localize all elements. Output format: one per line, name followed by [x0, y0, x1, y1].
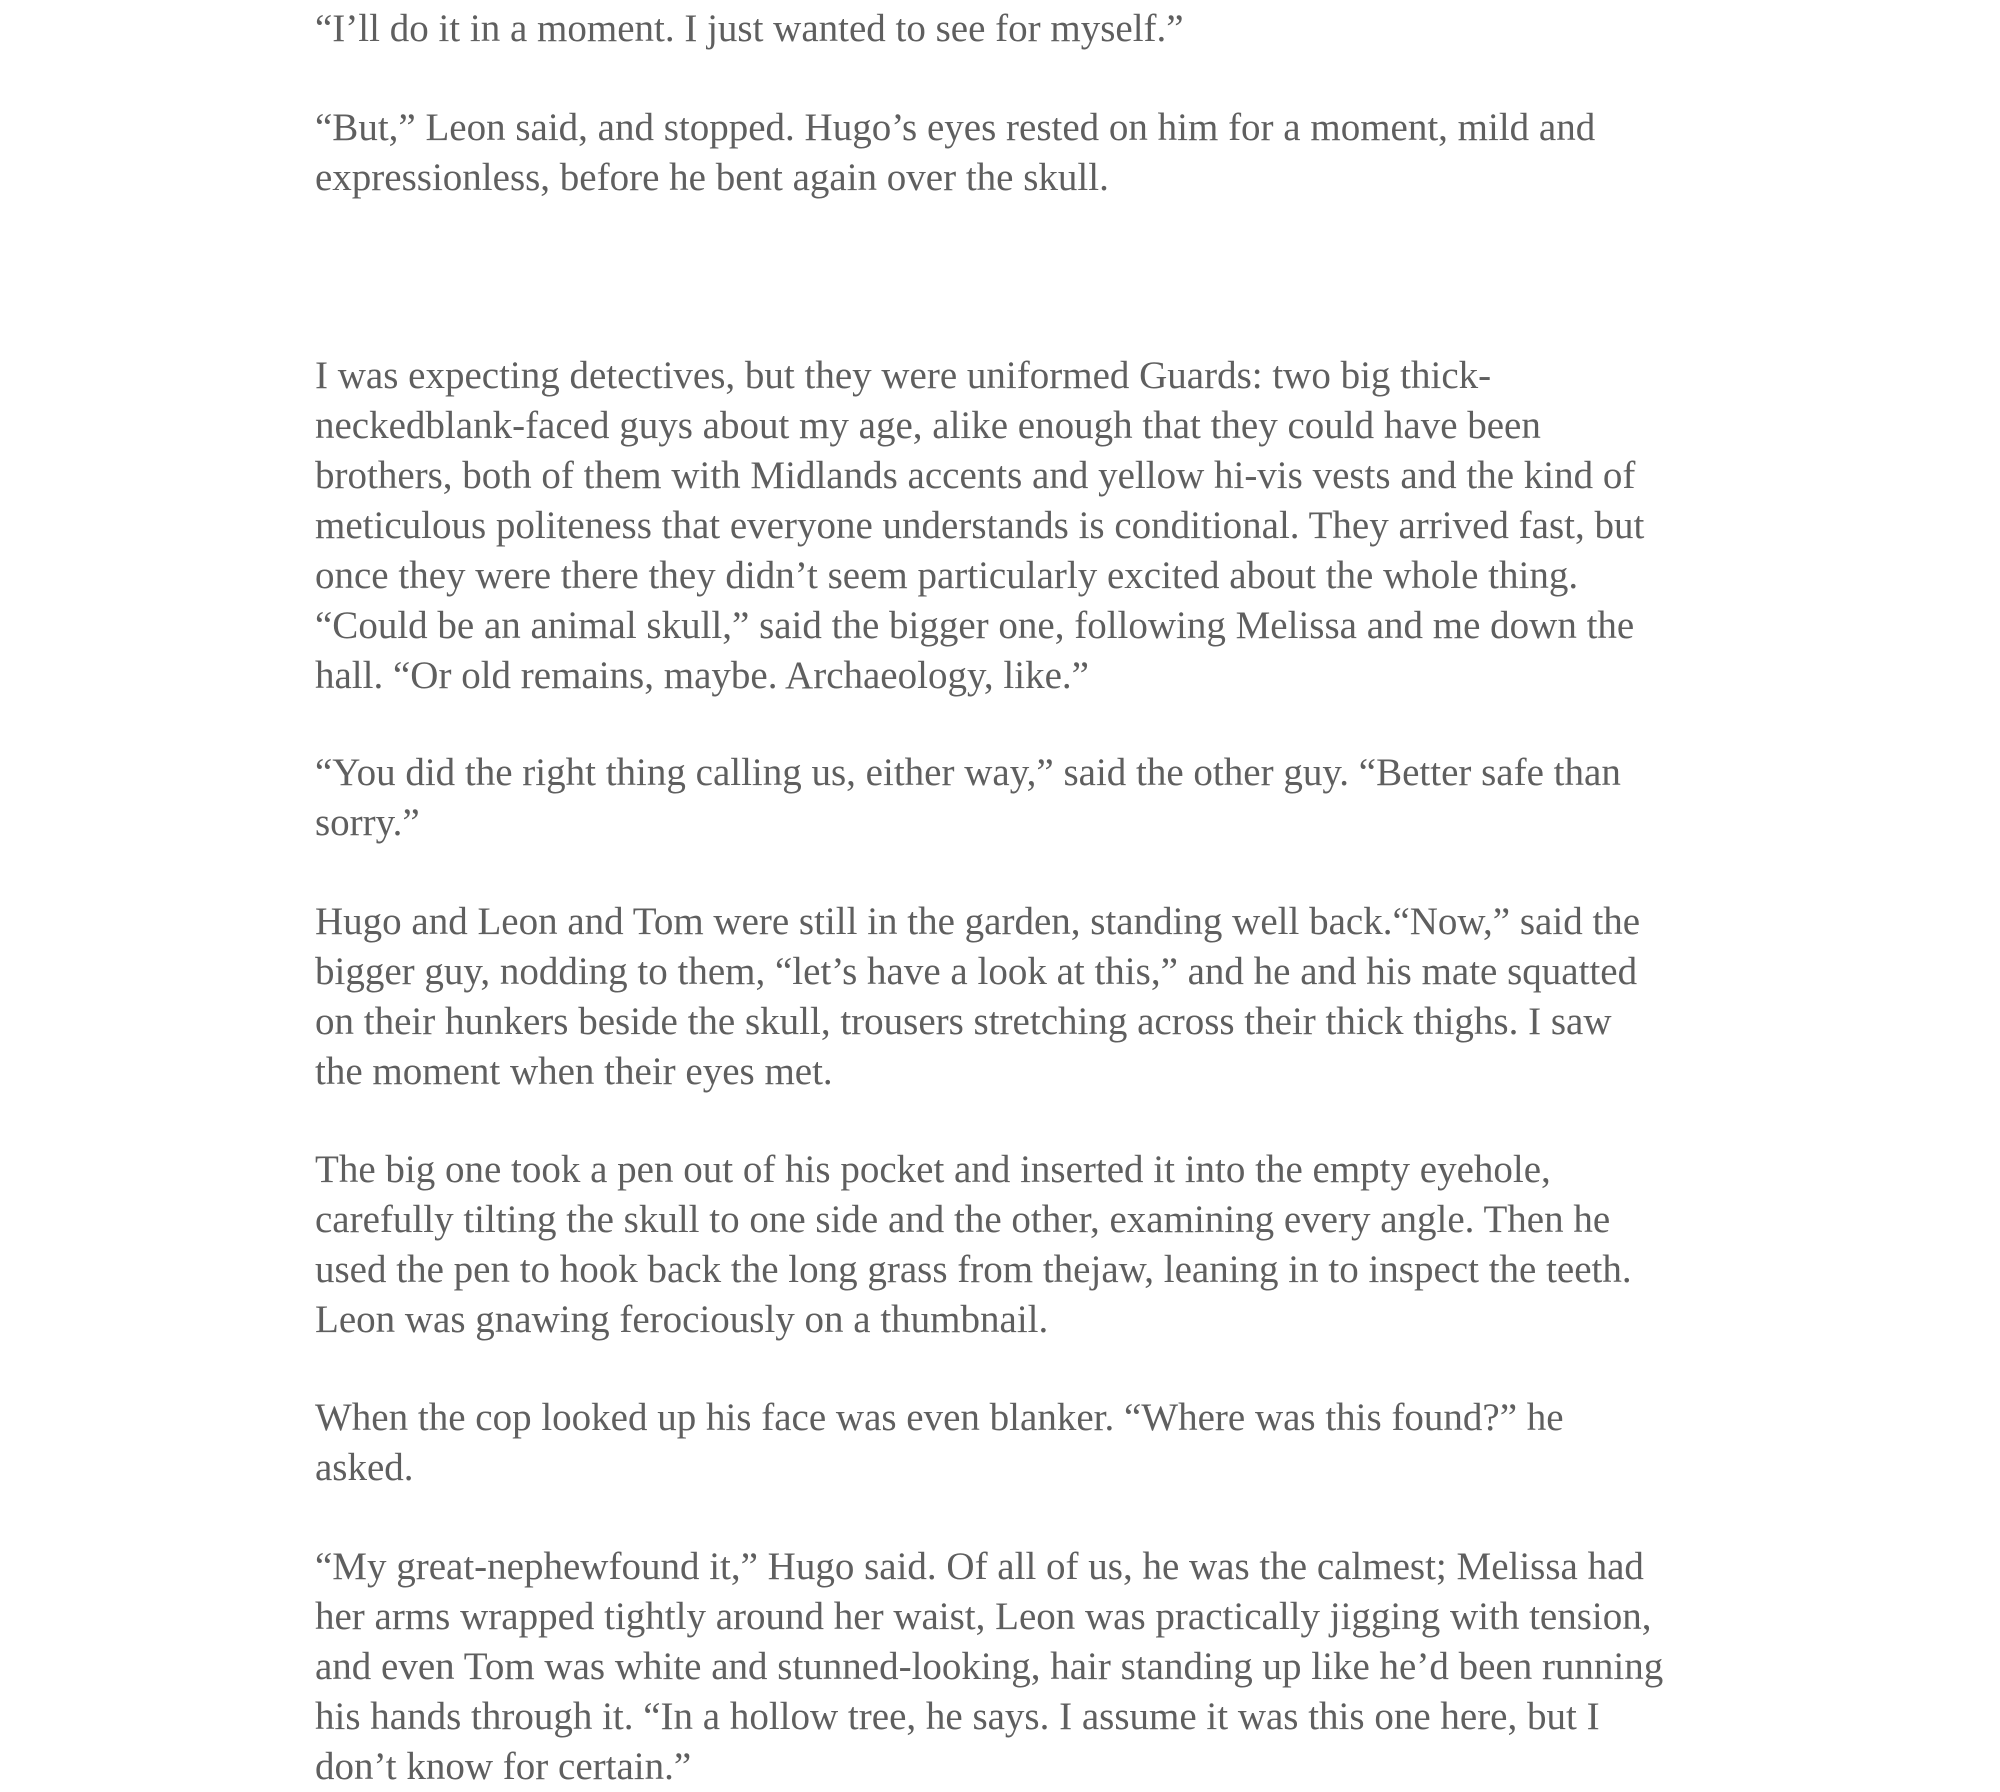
text-line: once they were there they didn’t seem particularly excited about the whole thing.: [315, 554, 1579, 597]
text-line: expressionless, before he bent again over the skull.: [315, 156, 1109, 199]
text-line: carefully tilting the skull to one side and the other, examining every angle. Then he: [315, 1198, 1611, 1241]
text-line: “But,” Leon said, and stopped. Hugo’s eyes rested on him for a moment, mild and: [315, 106, 1596, 149]
paragraph: [315, 897, 1640, 1097]
text-line: brothers, both of them with Midlands accents and yellow hi-vis vests and the kind of: [315, 454, 1636, 497]
paragraph: [315, 103, 1595, 203]
text-line: on their hunkers beside the skull, trousers stretching across their thick thighs. I saw: [315, 1000, 1612, 1043]
text-line: neckedblank-faced guys about my age, alike enough that they could have been: [315, 404, 1541, 447]
text-line: hall. “Or old remains, maybe. Archaeology, like.”: [315, 654, 1089, 697]
text-line: When the cop looked up his face was even blanker. “Where was this found?” he: [315, 1396, 1564, 1439]
paragraph: [315, 1145, 1632, 1345]
text-line: bigger guy, nodding to them, “let’s have a look at this,” and he and his mate squatted: [315, 950, 1638, 993]
paragraph: [315, 4, 1184, 54]
paragraph: [315, 748, 1621, 848]
text-line: meticulous politeness that everyone understands is conditional. They arrived fast, but: [315, 504, 1645, 547]
text-line: “I’ll do it in a moment. I just wanted to see for myself.”: [315, 7, 1184, 50]
text-line: used the pen to hook back the long grass from thejaw, leaning in to inspect the teeth.: [315, 1248, 1632, 1291]
text-line: his hands through it. “In a hollow tree, he says. I assume it was this one here, but I: [315, 1695, 1600, 1738]
paragraph: [315, 351, 1644, 701]
text-line: Hugo and Leon and Tom were still in the garden, standing well back.“Now,” said the: [315, 900, 1641, 943]
paragraph: [315, 1393, 1564, 1493]
text-line: I was expecting detectives, but they were uniformed Guards: two big thick-: [315, 354, 1492, 397]
text-line: “My great-nephewfound it,” Hugo said. Of all of us, he was the calmest; Melissa had: [315, 1545, 1644, 1588]
text-line: “You did the right thing calling us, either way,” said the other guy. “Better safe than: [315, 751, 1621, 794]
text-line: asked.: [315, 1446, 414, 1489]
text-line: the moment when their eyes met.: [315, 1050, 833, 1093]
text-line: “Could be an animal skull,” said the bigger one, following Melissa and me down the: [315, 604, 1635, 647]
text-line: her arms wrapped tightly around her waist, Leon was practically jigging with tension,: [315, 1595, 1652, 1638]
text-line: don’t know for certain.”: [315, 1745, 692, 1788]
paragraph: [315, 1542, 1663, 1792]
text-line: The big one took a pen out of his pocket and inserted it into the empty eyehole,: [315, 1148, 1551, 1191]
text-line: and even Tom was white and stunned-looking, hair standing up like he’d been running: [315, 1645, 1664, 1688]
text-line: sorry.”: [315, 801, 420, 844]
text-line: Leon was gnawing ferociously on a thumbnail.: [315, 1298, 1049, 1341]
